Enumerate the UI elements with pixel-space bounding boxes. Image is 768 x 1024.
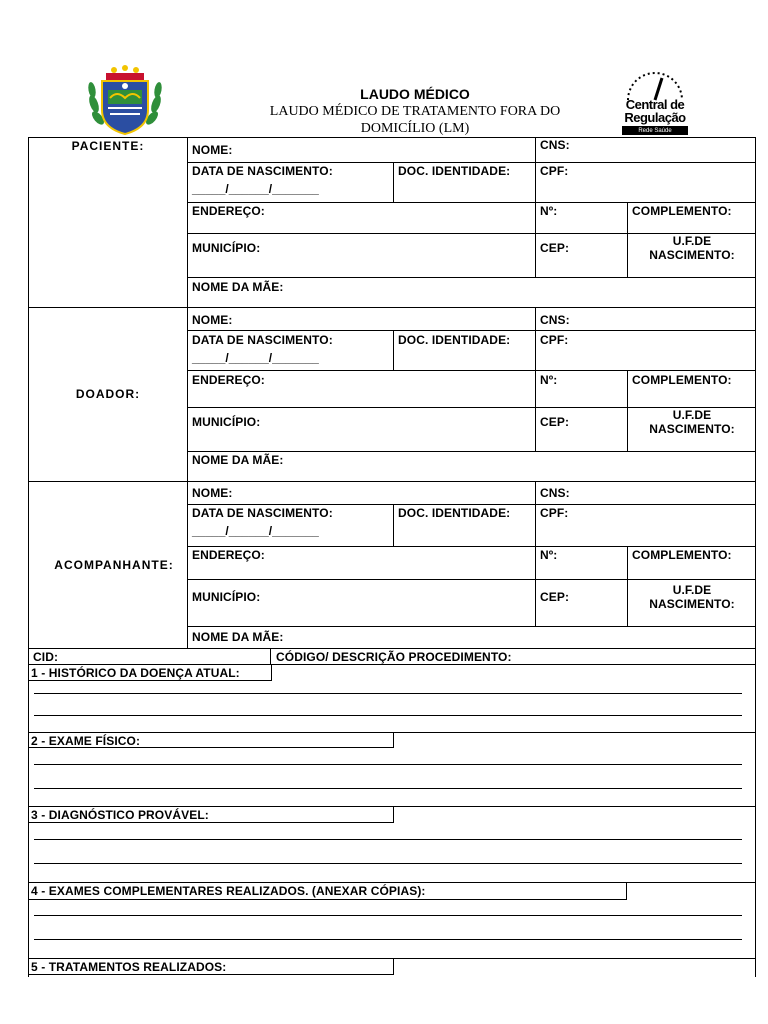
form-table <box>28 137 756 977</box>
exames-complementares-line-1[interactable] <box>34 915 742 916</box>
doador-municipio-label: MUNICÍPIO: <box>192 415 261 429</box>
acompanhante-data-blank[interactable]: _____/______/_______ <box>192 524 319 538</box>
doador-cns-label: CNS: <box>540 313 570 327</box>
doador-data-nascimento-label: DATA DE NASCIMENTO: <box>192 333 333 347</box>
logo-text-line3: Rede Saúde <box>638 128 672 134</box>
diagnostico-label: 3 - DIAGNÓSTICO PROVÁVEL: <box>31 808 209 822</box>
doador-endereco-label: ENDEREÇO: <box>192 373 265 387</box>
doador-uf-line2: NASCIMENTO: <box>649 422 735 436</box>
doador-doc-identidade-label: DOC. IDENTIDADE: <box>398 333 511 347</box>
central-regulacao-logo <box>618 70 692 136</box>
historico-line-1[interactable] <box>34 693 742 694</box>
acompanhante-cep-label: CEP: <box>540 590 570 604</box>
doador-data-blank[interactable]: _____/______/_______ <box>192 351 319 365</box>
acompanhante-cpf-label: CPF: <box>540 506 569 520</box>
acompanhante-uf-line1: U.F.DE <box>672 583 712 597</box>
exames-complementares-line-2[interactable] <box>34 939 742 940</box>
paciente-numero-label: Nº: <box>540 204 558 218</box>
doador-cpf-label: CPF: <box>540 333 569 347</box>
document-title: LAUDO MÉDICO <box>360 86 470 102</box>
historico-line-2[interactable] <box>34 715 742 716</box>
acompanhante-uf-label <box>632 583 752 611</box>
acompanhante-doc-identidade-label: DOC. IDENTIDADE: <box>398 506 511 520</box>
section-doador: DOADOR: <box>75 387 141 401</box>
logo-text-line2: Regulação <box>624 110 686 125</box>
state-coat-of-arms <box>84 64 166 138</box>
codigo-procedimento-label: CÓDIGO/ DESCRIÇÃO PROCEDIMENTO: <box>276 650 512 664</box>
acompanhante-complemento-label: COMPLEMENTO: <box>632 548 732 562</box>
acompanhante-nome-label: NOME: <box>192 486 233 500</box>
cid-label: CID: <box>33 650 59 664</box>
document-subtitle: LAUDO MÉDICO DE TRATAMENTO FORA DO DOMICÍLIO (LM) <box>269 104 561 136</box>
acompanhante-data-nascimento-label: DATA DE NASCIMENTO: <box>192 506 333 520</box>
doador-uf-line1: U.F.DE <box>672 408 712 422</box>
acompanhante-municipio-label: MUNICÍPIO: <box>192 590 261 604</box>
doador-uf-label <box>632 408 752 436</box>
exame-fisico-line-2[interactable] <box>34 788 742 789</box>
paciente-uf-line2: NASCIMENTO: <box>649 248 735 262</box>
paciente-cep-label: CEP: <box>540 241 570 255</box>
section-paciente: PACIENTE: <box>71 139 145 153</box>
paciente-complemento-label: COMPLEMENTO: <box>632 204 732 218</box>
logo-text-line1: Central de <box>625 97 685 112</box>
acompanhante-uf-line2: NASCIMENTO: <box>649 597 735 611</box>
paciente-municipio-label: MUNICÍPIO: <box>192 241 261 255</box>
acompanhante-endereco-label: ENDEREÇO: <box>192 548 265 562</box>
exame-fisico-line-1[interactable] <box>34 764 742 765</box>
exames-complementares-label: 4 - EXAMES COMPLEMENTARES REALIZADOS. (ANEXAR CÓPIAS): <box>31 884 426 898</box>
doador-cep-label: CEP: <box>540 415 570 429</box>
paciente-doc-identidade-label: DOC. IDENTIDADE: <box>398 164 511 178</box>
paciente-nome-label: NOME: <box>192 143 233 157</box>
doador-nome-mae-label: NOME DA MÃE: <box>192 453 284 467</box>
exame-fisico-label: 2 - EXAME FÍSICO: <box>31 734 141 748</box>
paciente-endereco-label: ENDEREÇO: <box>192 204 265 218</box>
diagnostico-line-2[interactable] <box>34 863 742 864</box>
acompanhante-nome-mae-label: NOME DA MÃE: <box>192 630 284 644</box>
paciente-cpf-label: CPF: <box>540 164 569 178</box>
paciente-nome-mae-label: NOME DA MÃE: <box>192 280 284 294</box>
paciente-data-blank[interactable]: _____/______/_______ <box>192 182 319 196</box>
acompanhante-cns-label: CNS: <box>540 486 570 500</box>
doador-complemento-label: COMPLEMENTO: <box>632 373 732 387</box>
historico-label: 1 - HISTÓRICO DA DOENÇA ATUAL: <box>31 666 240 680</box>
diagnostico-line-1[interactable] <box>34 839 742 840</box>
paciente-data-nascimento-label: DATA DE NASCIMENTO: <box>192 164 333 178</box>
paciente-uf-line1: U.F.DE <box>672 234 712 248</box>
doador-numero-label: Nº: <box>540 373 558 387</box>
doador-nome-label: NOME: <box>192 313 233 327</box>
paciente-uf-label <box>632 234 752 262</box>
tratamentos-label: 5 - TRATAMENTOS REALIZADOS: <box>31 960 227 974</box>
paciente-cns-label: CNS: <box>540 138 570 152</box>
section-acompanhante: ACOMPANHANTE: <box>54 558 174 572</box>
acompanhante-numero-label: Nº: <box>540 548 558 562</box>
